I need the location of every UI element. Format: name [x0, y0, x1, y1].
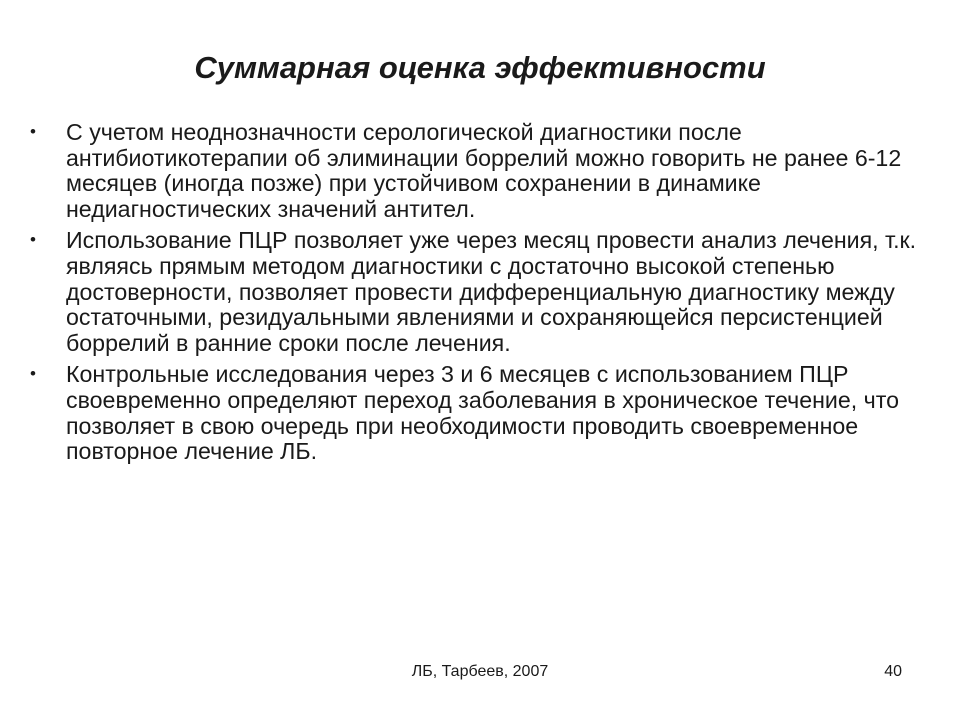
bullet-text: Использование ПЦР позволяет уже через месяц провести анализ лечения, т.к. являясь прямым методом диагностики с достаточно высокой степенью достоверности, позволяет провести дифференциальную диагностику между остаточными, резидуальными явлениями и сохраняющейся персистенцией боррелий в ранние сроки после лечения. — [66, 227, 917, 356]
bullet-text: С учетом неоднозначности серологической диагностики после антибиотикотерапии об элиминации боррелий можно говорить не ранее 6-12 месяцев (иногда позже) при устойчивом сохранении в динамике недиагностических значений антител. — [66, 119, 902, 222]
footer-author: ЛБ, Тарбеев, 2007 — [411, 663, 549, 680]
slide-title: Суммарная оценка эффективности — [194, 50, 766, 85]
bullet-icon: • — [30, 122, 36, 141]
bullet-item — [30, 362, 950, 464]
bullet-list — [30, 120, 950, 471]
bullet-text: Контрольные исследования через 3 и 6 месяцев с использованием ПЦР своевременно определяют переход заболевания в хроническое течение, что позволяет в свою очередь при необходимости проводить своевременное повторное лечение ЛБ. — [66, 361, 899, 465]
bullet-icon: • — [30, 364, 36, 384]
bullet-item — [30, 228, 950, 356]
page-number: 40 — [884, 663, 902, 680]
bullet-item — [30, 120, 950, 222]
bullet-icon: • — [30, 230, 36, 250]
